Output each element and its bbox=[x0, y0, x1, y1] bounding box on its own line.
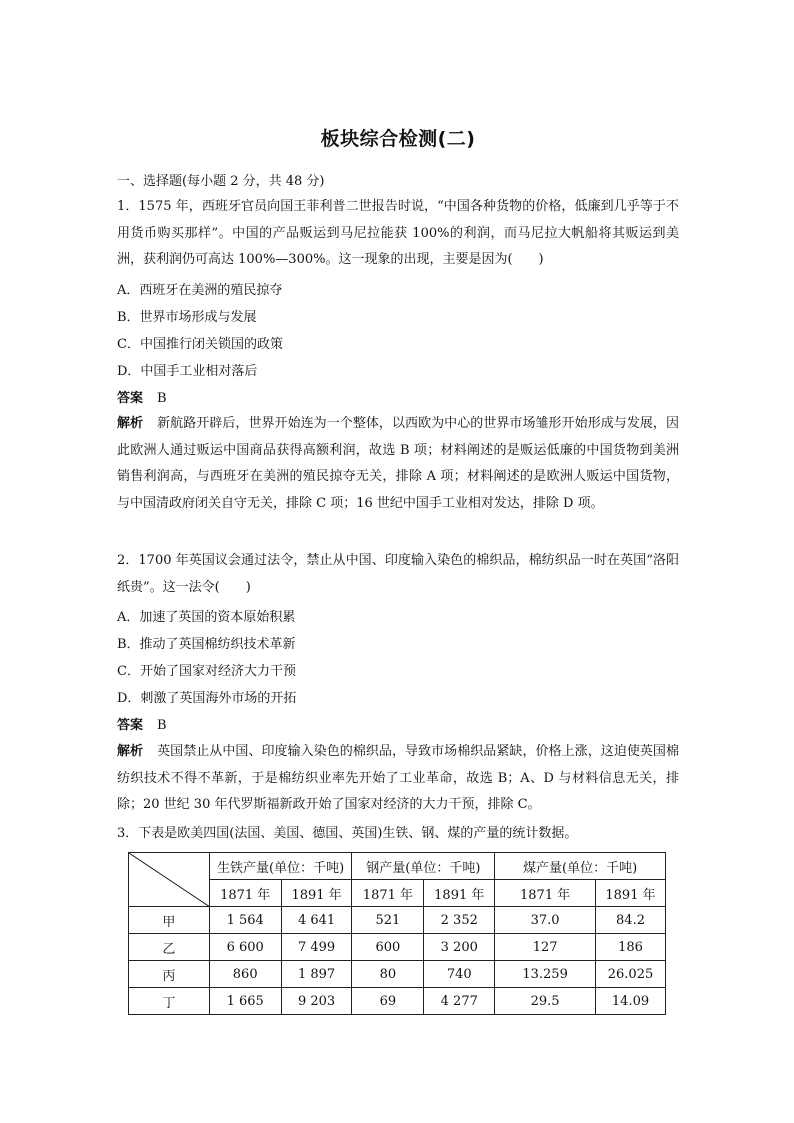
table-cell: 14.09 bbox=[596, 988, 666, 1015]
table-cell: 1 665 bbox=[209, 988, 281, 1015]
question-2-stem: 2．1700 年英国议会通过法令，禁止从中国、印度输入染色的棉织品，棉纺织品一时在英国“洛阳纸贵”。这一法令( ) bbox=[117, 553, 679, 595]
q2-option-b: B．推动了英国棉纺织技术革新 bbox=[117, 637, 296, 652]
q2-option-c: C．开始了国家对经济大力干预 bbox=[117, 664, 296, 679]
table-cell: 84.2 bbox=[596, 907, 666, 934]
table-cell: 1 564 bbox=[209, 907, 281, 934]
q1-option-a: A．西班牙在美洲的殖民掠夺 bbox=[117, 283, 283, 298]
q2-analysis-text: 英国禁止从中国、印度输入染色的棉织品，导致市场棉织品紧缺，价格上涨，这迫使英国棉纺织技术不得不革新，于是棉纺织业率先开始了工业革命，故选 B；A、D 与材料信息无关，排除；20 世纪 30 年代罗斯福新政开始了国家对经济的大力干预，排除 C。 bbox=[117, 744, 679, 812]
table-row bbox=[129, 988, 666, 1015]
row-label: 丁 bbox=[129, 988, 210, 1015]
table-corner-cell bbox=[129, 853, 210, 907]
row-label: 甲 bbox=[129, 907, 210, 934]
table-cell: 740 bbox=[424, 961, 495, 988]
table-cell: 2 352 bbox=[424, 907, 495, 934]
diagonal-line bbox=[129, 853, 210, 907]
production-table bbox=[128, 852, 666, 1015]
row-label: 乙 bbox=[129, 934, 210, 961]
q1-answer-label: 答案 bbox=[117, 391, 144, 406]
year-cell: 1871 年 bbox=[495, 880, 596, 907]
table-cell: 860 bbox=[209, 961, 281, 988]
q1-analysis-text: 新航路开辟后，世界开始连为一个整体，以西欧为中心的世界市场雏形开始形成与发展，因此欧洲人通过贩运中国商品获得高额利润，故选 B 项；材料阐述的是贩运低廉的中国货物到美洲销售利润高，与西班牙在美洲的殖民掠夺无关，排除 A 项；材料阐述的是欧洲人贩运中国货物，与中国清政府闭关自守无关，排除 C 项；16 世纪中国手工业相对发达，排除 D 项。 bbox=[117, 416, 679, 511]
table-cell: 186 bbox=[596, 934, 666, 961]
table-row bbox=[129, 934, 666, 961]
question-3-stem: 3．下表是欧美四国(法国、美国、德国、英国)生铁、钢、煤的产量的统计数据。 bbox=[117, 826, 578, 841]
table-cell: 1 897 bbox=[281, 961, 352, 988]
year-cell: 1871 年 bbox=[352, 880, 424, 907]
table-cell: 4 277 bbox=[424, 988, 495, 1015]
row-label: 丙 bbox=[129, 961, 210, 988]
q1-option-d: D．中国手工业相对落后 bbox=[117, 364, 258, 379]
table-row bbox=[129, 907, 666, 934]
header-steel: 钢产量(单位：千吨) bbox=[352, 853, 495, 880]
table-cell: 13.259 bbox=[495, 961, 596, 988]
table-cell: 37.0 bbox=[495, 907, 596, 934]
table-cell: 9 203 bbox=[281, 988, 352, 1015]
table-cell: 4 641 bbox=[281, 907, 352, 934]
q2-answer-value: B bbox=[157, 718, 167, 733]
table-row bbox=[129, 961, 666, 988]
q1-answer-value: B bbox=[157, 391, 167, 406]
page-title: 板块综合检测(二) bbox=[320, 128, 476, 150]
q1-analysis-label: 解析 bbox=[117, 416, 144, 431]
q2-analysis-label: 解析 bbox=[117, 744, 144, 759]
q2-option-a: A．加速了英国的资本原始积累 bbox=[117, 610, 296, 625]
q2-answer-label: 答案 bbox=[117, 718, 144, 733]
table-header-row bbox=[129, 853, 666, 880]
q1-analysis bbox=[117, 411, 679, 517]
q1-option-c: C．中国推行闭关锁国的政策 bbox=[117, 337, 283, 352]
table-cell: 26.025 bbox=[596, 961, 666, 988]
year-cell: 1891 年 bbox=[596, 880, 666, 907]
table-cell: 69 bbox=[352, 988, 424, 1015]
q2-analysis bbox=[117, 739, 679, 819]
table-cell: 3 200 bbox=[424, 934, 495, 961]
q1-option-b: B．世界市场形成与发展 bbox=[117, 310, 257, 325]
table-cell: 80 bbox=[352, 961, 424, 988]
year-cell: 1891 年 bbox=[424, 880, 495, 907]
year-cell: 1871 年 bbox=[209, 880, 281, 907]
table-cell: 600 bbox=[352, 934, 424, 961]
year-cell: 1891 年 bbox=[281, 880, 352, 907]
q2-answer bbox=[117, 718, 167, 734]
table-cell: 7 499 bbox=[281, 934, 352, 961]
header-pig-iron: 生铁产量(单位：千吨) bbox=[209, 853, 352, 880]
section-heading: 一、选择题(每小题 2 分，共 48 分) bbox=[117, 174, 325, 189]
q2-option-d: D．刺激了英国海外市场的开拓 bbox=[117, 691, 297, 706]
table-cell: 127 bbox=[495, 934, 596, 961]
table-cell: 29.5 bbox=[495, 988, 596, 1015]
table-cell: 521 bbox=[352, 907, 424, 934]
table-cell: 6 600 bbox=[209, 934, 281, 961]
question-1-stem: 1．1575 年，西班牙官员向国王菲利普二世报告时说，“中国各种货物的价格，低廉到几乎等于不用货币购买那样”。中国的产品贩运到马尼拉能获 100%的利润，而马尼拉大帆船将其贩运到美洲，获利润仍可高达 100%—300%。这一现象的出现，主要是因为( ) bbox=[117, 199, 679, 267]
q1-answer bbox=[117, 391, 167, 407]
header-coal: 煤产量(单位：千吨) bbox=[495, 853, 666, 880]
